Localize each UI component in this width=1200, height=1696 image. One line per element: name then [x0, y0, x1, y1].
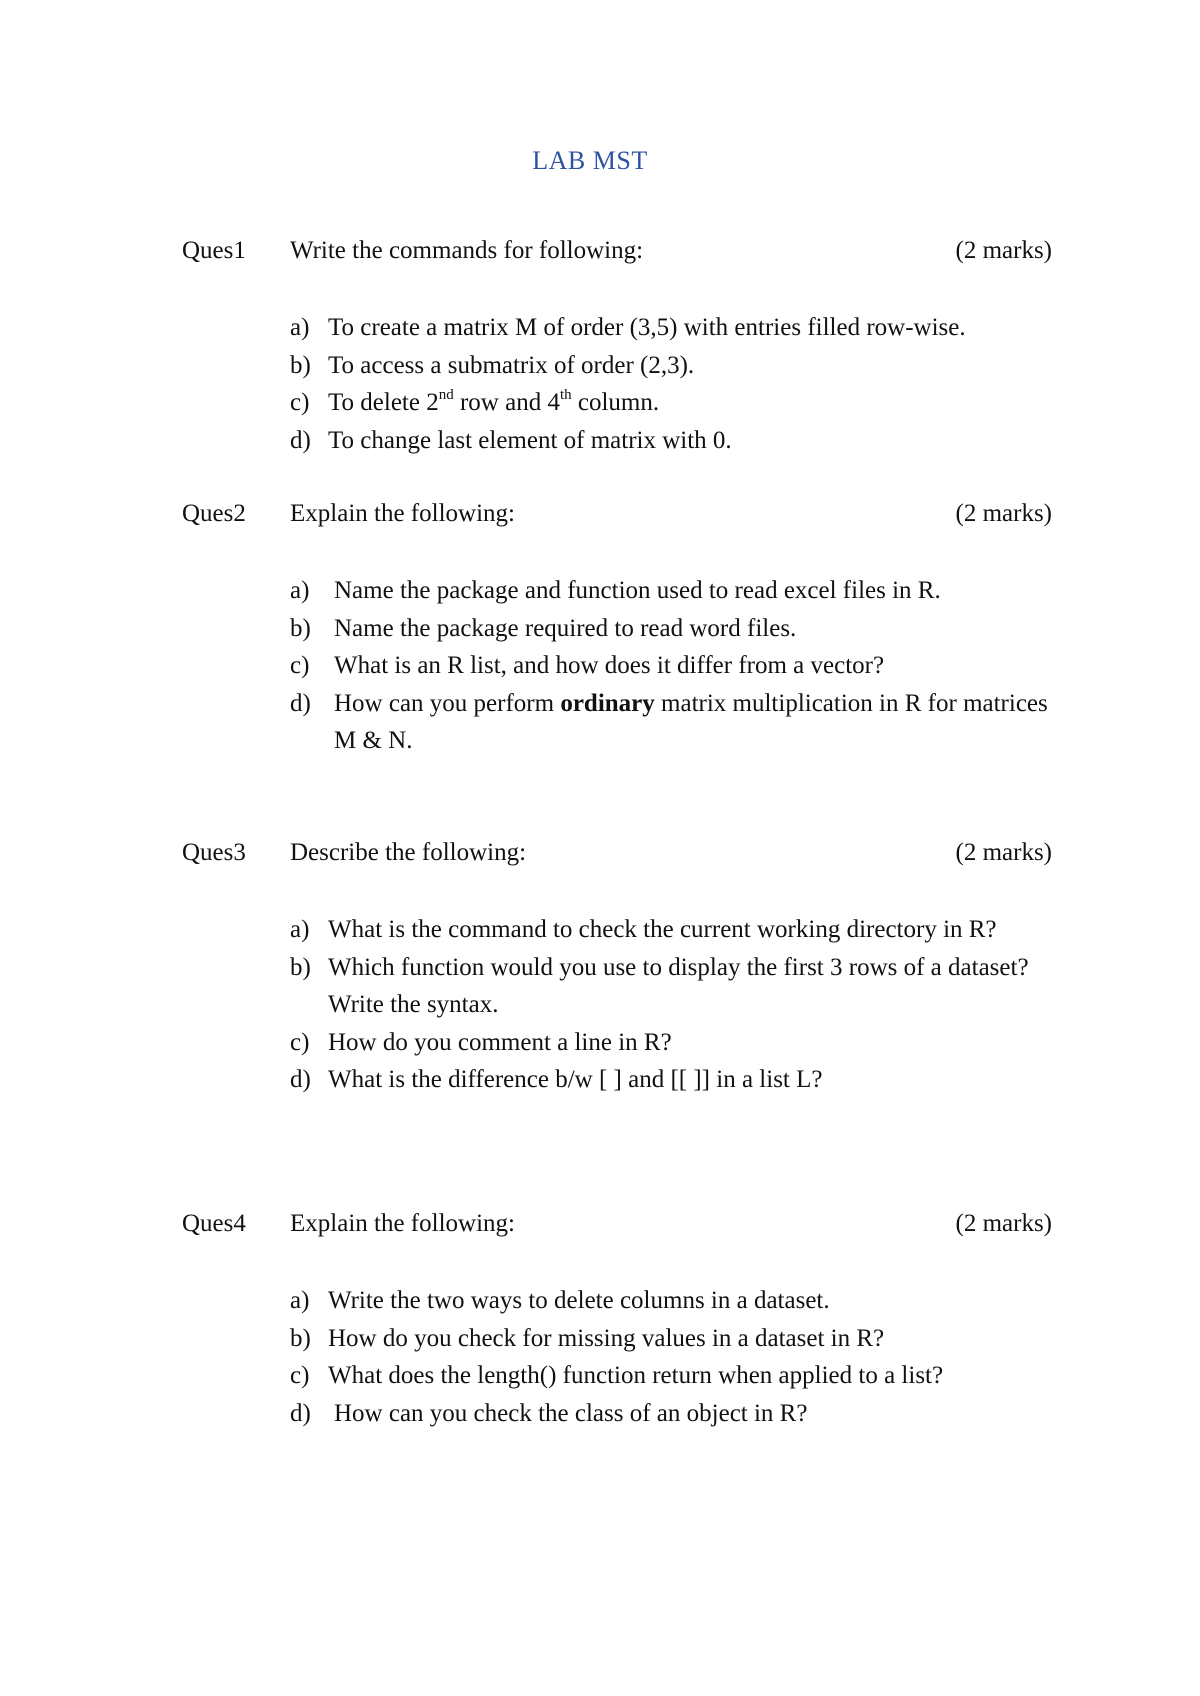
item-text-part: matrix multiplication in R for matrices M & N.	[334, 689, 1048, 754]
question-prompt: Describe the following:	[290, 839, 527, 866]
question-marks: (2 marks)	[955, 1210, 1052, 1237]
question-prompt: Explain the following:	[290, 500, 515, 527]
item-text: Name the package and function used to read excel files in R.	[334, 577, 941, 604]
item-letter: b)	[290, 351, 311, 379]
item-letter: c)	[290, 1362, 310, 1389]
question-label: Ques2	[182, 500, 246, 527]
item-text-part: row and 4	[453, 389, 560, 416]
list-item	[290, 911, 1068, 949]
list-item	[290, 572, 1074, 610]
item-text: Name the package required to read word files.	[334, 614, 797, 642]
question-2	[182, 500, 1052, 760]
item-text: How do you check for missing values in a dataset in R?	[328, 1324, 885, 1352]
question-marks: (2 marks)	[955, 237, 1052, 264]
question-items	[290, 911, 1052, 1099]
item-letter: b)	[290, 1324, 311, 1352]
question-header	[182, 500, 1052, 540]
item-text: What is the command to check the current working directory in R?	[328, 916, 997, 943]
item-text: How can you check the class of an object in R?	[334, 1399, 808, 1427]
question-prompt: Write the commands for following:	[290, 237, 644, 264]
question-items	[290, 309, 1052, 459]
superscript: th	[559, 386, 572, 403]
item-text: What does the length() function return when applied to a list?	[328, 1362, 944, 1389]
item-letter: a)	[290, 314, 310, 341]
item-text-part: To delete 2	[328, 389, 439, 416]
item-text: Which function would you use to display the first 3 rows of a dataset? Write the syntax.	[328, 953, 1029, 1018]
item-letter: c)	[290, 389, 310, 416]
list-item	[290, 949, 1068, 1024]
item-text-part: How can you perform	[334, 689, 561, 717]
item-letter: c)	[290, 652, 310, 679]
list-item	[290, 1357, 1068, 1395]
list-item	[290, 309, 1068, 347]
item-letter: a)	[290, 1287, 310, 1314]
item-letter: d)	[290, 1066, 311, 1093]
question-header	[182, 1210, 1052, 1250]
list-item	[290, 1395, 1074, 1433]
page-title: LAB MST	[532, 146, 648, 175]
bold-text: ordinary	[560, 689, 655, 717]
question-4	[182, 1210, 1052, 1432]
item-text: What is the difference b/w [ ] and [[ ]] in a list L?	[328, 1066, 823, 1093]
list-item	[290, 384, 1068, 422]
question-3	[182, 839, 1052, 1099]
item-letter: d)	[290, 1399, 311, 1427]
item-letter: a)	[290, 916, 310, 943]
item-text: To create a matrix M of order (3,5) with entries filled row-wise.	[328, 314, 966, 341]
question-items	[290, 1282, 1052, 1432]
item-text: To change last element of matrix with 0.	[328, 426, 732, 454]
question-header	[182, 237, 1052, 277]
question-1	[182, 237, 1052, 459]
question-label: Ques3	[182, 839, 246, 866]
list-item	[290, 1024, 1068, 1062]
question-label: Ques1	[182, 237, 246, 264]
list-item	[290, 347, 1068, 385]
question-marks: (2 marks)	[955, 500, 1052, 527]
item-letter: d)	[290, 426, 311, 454]
item-text-part: column.	[571, 389, 660, 416]
item-letter: b)	[290, 953, 311, 981]
item-text: To access a submatrix of order (2,3).	[328, 351, 695, 379]
list-item	[290, 422, 1068, 460]
list-item	[290, 647, 1074, 685]
question-marks: (2 marks)	[955, 839, 1052, 866]
question-header	[182, 839, 1052, 879]
list-item	[290, 685, 1074, 760]
list-item	[290, 610, 1074, 648]
item-text: Write the two ways to delete columns in a dataset.	[328, 1287, 830, 1314]
question-label: Ques4	[182, 1210, 246, 1237]
question-items	[290, 572, 1052, 760]
list-item	[290, 1061, 1068, 1099]
item-letter: d)	[290, 689, 311, 717]
superscript: nd	[438, 386, 454, 403]
item-letter: b)	[290, 614, 311, 642]
item-letter: c)	[290, 1028, 310, 1056]
item-text: How do you comment a line in R?	[328, 1028, 672, 1056]
item-letter: a)	[290, 577, 310, 604]
question-prompt: Explain the following:	[290, 1210, 515, 1237]
list-item	[290, 1320, 1068, 1358]
item-text: What is an R list, and how does it differ from a vector?	[334, 652, 885, 679]
list-item	[290, 1282, 1068, 1320]
